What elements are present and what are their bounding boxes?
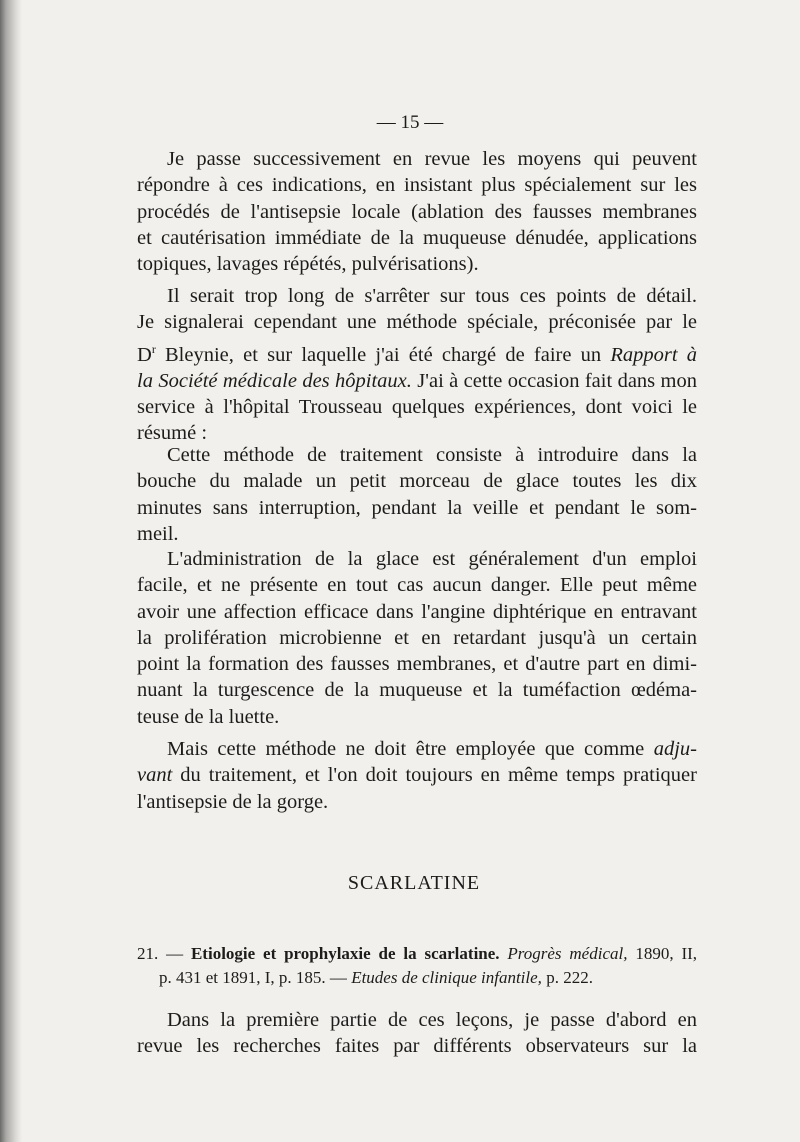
text-line: topiques, lavages répétés, pulvérisations). [137,253,479,276]
text-run: p. 222. [541,968,593,987]
text-run: 1890, II, [627,944,698,963]
text-line: l'antisepsie de la gorge. [137,790,329,813]
text-line: Je passe successivement en revue les moyens qui peuvent [167,148,697,170]
doctor-abbrev-sup: r [151,341,156,356]
italic-title: la Société médicale des hôpitaux. [137,369,412,392]
text-run: p. 431 et 1891, I, p. 185. — [159,968,352,987]
reference-line [137,942,697,966]
text-line: meil. [137,522,179,545]
text-line: revue les recherches faites par différents observateurs sur la [137,1035,697,1058]
text-line: et cautérisation immédiate de la muqueuse dénudée, applications [137,226,697,249]
italic-title: Rapport à [610,343,697,366]
text-line [137,368,697,394]
doctor-abbrev: D [137,343,152,366]
page-number: — 15 — [376,112,444,133]
text-line [137,762,697,788]
book-binding-shadow [0,0,22,1142]
text-line: point la formation des fausses membranes, et d'autre part en dimi- [137,653,697,676]
text-line: Dans la première partie de ces leçons, je passe d'abord en [167,1009,697,1031]
paragraph-1 [137,146,697,277]
text-line [137,336,697,368]
paragraph-5 [137,736,697,815]
journal-title: Progrès médical, [507,944,628,963]
paragraph-2 [137,283,697,447]
text-run: Bleynie, et sur laquelle j'ai été chargé de faire un [155,343,611,366]
reference-line [137,966,697,990]
section-heading: SCARLATINE [347,872,481,894]
text-line: bouche du malade un petit morceau de glace toutes les dix [137,470,697,493]
paragraph-closing [137,1007,697,1060]
text-line: Je signalerai cependant une méthode spéciale, préconisée par le [137,311,697,334]
paragraph-4 [137,546,697,730]
text-line: procédés de l'antisepsie locale (ablation des fausses membranes [137,200,697,223]
text-line: résumé : [137,422,208,445]
text-line: L'administration de la glace est généralement d'un emploi [167,548,697,570]
paragraph-3 [137,442,697,547]
reference-title: Etiologie et prophylaxie de la scarlatine. [190,944,500,963]
book-title: Etudes de clinique infantile, [351,968,542,987]
italic-word: adju- [653,738,697,760]
text-line: Il serait trop long de s'arrêter sur tous ces points de détail. [167,285,697,307]
bibliographic-reference [137,942,697,990]
text-line: minutes sans interruption, pendant la veille et pendant le som- [137,496,697,519]
text-run: du traitement, et l'on doit toujours en même temps pratiquer [172,764,697,787]
text-line: répondre à ces indications, en insistant plus spécialement sur les [137,174,697,197]
text-line: teuse de la luette. [137,705,280,728]
text-run: J'ai à cette occasion fait dans mon [411,369,697,392]
reference-number: 21. [137,944,159,963]
text-line [137,736,697,762]
italic-word: vant [137,764,173,787]
text-line: facile, et ne présente en tout cas aucun danger. Elle peut même [137,574,697,597]
text-run: — [158,944,191,963]
text-line: la prolifération microbienne et en retardant jusqu'à un certain [137,626,697,649]
text-run: Mais cette méthode ne doit être employée que comme [167,738,654,760]
text-line: nuant la turgescence de la muqueuse et la tuméfaction œdéma- [137,679,697,702]
text-line: avoir une affection efficace dans l'angine diphtérique en entravant [137,600,697,623]
text-line: service à l'hôpital Trousseau quelques expériences, dont voici le [137,396,697,419]
text-line: Cette méthode de traitement consiste à introduire dans la [167,444,697,466]
